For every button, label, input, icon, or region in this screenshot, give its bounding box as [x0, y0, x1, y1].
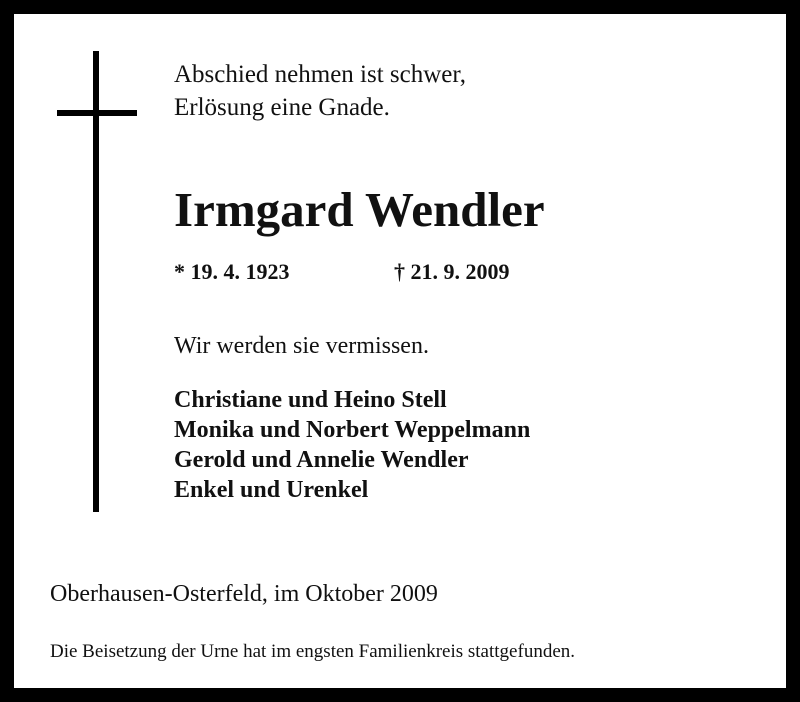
mourner-item: Christiane und Heino Stell: [174, 387, 447, 413]
mourner-item: Monika und Norbert Weppelmann: [174, 417, 531, 443]
cross-icon-vertical-bar: [93, 51, 99, 512]
motto-line-1: Abschied nehmen ist schwer,: [174, 61, 466, 88]
funeral-note: Die Beisetzung der Urne hat im engsten Familienkreis stattgefunden.: [50, 641, 575, 662]
death-date: † 21. 9. 2009: [394, 259, 510, 284]
deceased-name: Irmgard Wendler: [174, 182, 545, 237]
mourners-list: [174, 385, 530, 505]
motto: [174, 58, 466, 124]
cross-icon-horizontal-bar: [57, 110, 137, 116]
remembrance-message: Wir werden sie vermissen.: [174, 333, 429, 359]
birth-date: * 19. 4. 1923: [174, 259, 290, 284]
mourner-item: Enkel und Urenkel: [174, 477, 369, 503]
motto-line-2: Erlösung eine Gnade.: [174, 94, 390, 121]
mourner-item: Gerold und Annelie Wendler: [174, 447, 469, 473]
place-and-date: Oberhausen-Osterfeld, im Oktober 2009: [50, 581, 438, 607]
